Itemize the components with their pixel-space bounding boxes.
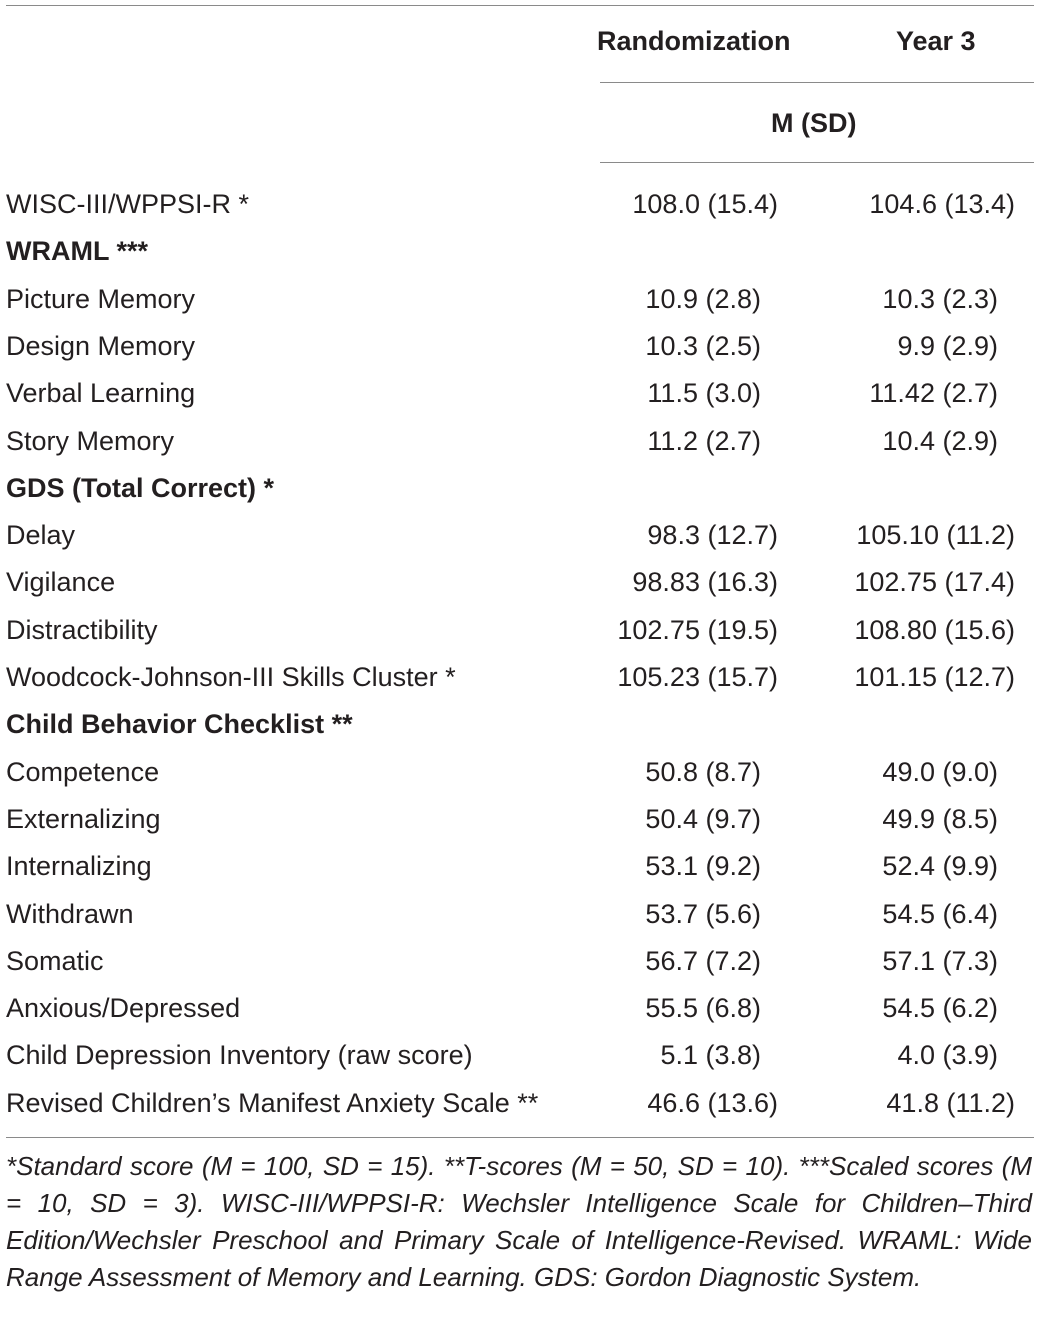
year-3-value: 49.9 (8.5): [882, 803, 998, 834]
table-row: [0, 985, 1040, 1032]
table-row: [0, 418, 1040, 465]
table-row: [0, 323, 1040, 370]
table-row: [0, 938, 1040, 985]
table-row: [0, 559, 1040, 606]
row-label: Child Depression Inventory (raw score): [6, 1040, 473, 1071]
randomization-value: 53.1 (9.2): [645, 851, 761, 882]
row-label: Internalizing: [6, 851, 152, 882]
row-label: Somatic: [6, 945, 104, 976]
table-footnote: *Standard score (M = 100, SD = 15). **T-scores (M = 50, SD = 10). ***Scaled scores (M = 10, SD = 3). WISC-III/WPPSI-R: Wechsler Intelligence Scale for Children–Third Edition/Wechsler Preschool and Primary Scale of Intelligence-Revised. WRAML: Wide Range Assessment of Memory and Learning. GDS: Gordon Diagnostic System.: [6, 1151, 1032, 1292]
section-label: WRAML ***: [6, 236, 149, 267]
row-label: Verbal Learning: [6, 378, 196, 409]
bottom-rule: [6, 1137, 1034, 1138]
randomization-value: 11.5 (3.0): [647, 378, 761, 409]
year-3-value: 4.0 (3.9): [897, 1040, 998, 1071]
table-section-row: [0, 228, 1040, 275]
randomization-value: 98.3 (12.7): [647, 520, 778, 551]
year-3-value: 49.0 (9.0): [882, 756, 998, 787]
row-label: Competence: [6, 756, 160, 787]
table-row: [0, 891, 1040, 938]
year-3-value: 104.6 (13.4): [869, 189, 1015, 219]
table-section-row: [0, 701, 1040, 748]
year-3-value: 52.4 (9.9): [882, 851, 998, 882]
year-3-value: 105.10 (11.2): [856, 520, 1015, 551]
randomization-value: 108.0 (15.4): [632, 189, 778, 219]
randomization-value: 53.7 (5.6): [645, 898, 761, 929]
year-3-value: 57.1 (7.3): [882, 945, 998, 976]
row-label: Externalizing: [6, 803, 161, 834]
randomization-value: 102.75 (19.5): [617, 614, 778, 645]
table-row: [0, 370, 1040, 417]
header-divider: [600, 82, 1034, 83]
randomization-value: 55.5 (6.8): [645, 993, 761, 1024]
year-3-value: 9.9 (2.9): [897, 330, 998, 361]
year-3-value: 41.8 (11.2): [886, 1087, 1015, 1118]
randomization-value: 46.6 (13.6): [647, 1087, 778, 1118]
randomization-value: 5.1 (3.8): [660, 1040, 761, 1071]
top-rule: [6, 5, 1034, 6]
randomization-value: 50.4 (9.7): [645, 803, 761, 834]
row-label: Story Memory: [6, 425, 175, 456]
table-row: [0, 276, 1040, 323]
randomization-value: 56.7 (7.2): [645, 945, 761, 976]
row-label: WISC-III/WPPSI-R *: [6, 189, 249, 219]
year-3-value: 102.75 (17.4): [854, 567, 1015, 598]
row-label: Anxious/Depressed: [6, 993, 241, 1024]
table-row: [0, 607, 1040, 654]
row-label: Withdrawn: [6, 898, 134, 929]
table-section-row: [0, 465, 1040, 512]
year-3-value: 54.5 (6.4): [882, 898, 998, 929]
table-row: [0, 1032, 1040, 1079]
table-row: [0, 654, 1040, 701]
row-label: Vigilance: [6, 567, 116, 598]
randomization-value: 50.8 (8.7): [645, 756, 761, 787]
column-header-year-3: Year 3: [896, 26, 976, 56]
section-label: GDS (Total Correct) *: [6, 472, 275, 503]
randomization-value: 105.23 (15.7): [617, 662, 778, 692]
year-3-value: 101.15 (12.7): [854, 662, 1015, 692]
randomization-value: 10.3 (2.5): [645, 330, 761, 361]
year-3-value: 54.5 (6.2): [882, 993, 998, 1024]
table-row: [0, 512, 1040, 559]
table-row: [0, 181, 1040, 228]
randomization-value: 98.83 (16.3): [632, 567, 778, 598]
year-3-value: 10.4 (2.9): [882, 425, 998, 456]
year-3-value: 10.3 (2.3): [882, 283, 998, 314]
table-row: [0, 1080, 1040, 1127]
row-label: Woodcock-Johnson-III Skills Cluster *: [6, 662, 456, 692]
row-label: Revised Children’s Manifest Anxiety Scale **: [6, 1087, 539, 1118]
randomization-value: 11.2 (2.7): [647, 425, 761, 456]
year-3-value: 11.42 (2.7): [869, 378, 998, 409]
row-label: Design Memory: [6, 330, 196, 361]
table-row: [0, 843, 1040, 890]
column-subheader-m-sd: M (SD): [771, 108, 857, 138]
row-label: Picture Memory: [6, 283, 196, 314]
row-label: Delay: [6, 520, 76, 551]
section-label: Child Behavior Checklist **: [6, 709, 353, 740]
row-label: Distractibility: [6, 614, 158, 645]
year-3-value: 108.80 (15.6): [854, 614, 1015, 645]
column-header-randomization: Randomization: [597, 26, 791, 56]
table-row: [0, 796, 1040, 843]
randomization-value: 10.9 (2.8): [645, 283, 761, 314]
header-bottom-rule: [600, 162, 1034, 163]
table-row: [0, 749, 1040, 796]
